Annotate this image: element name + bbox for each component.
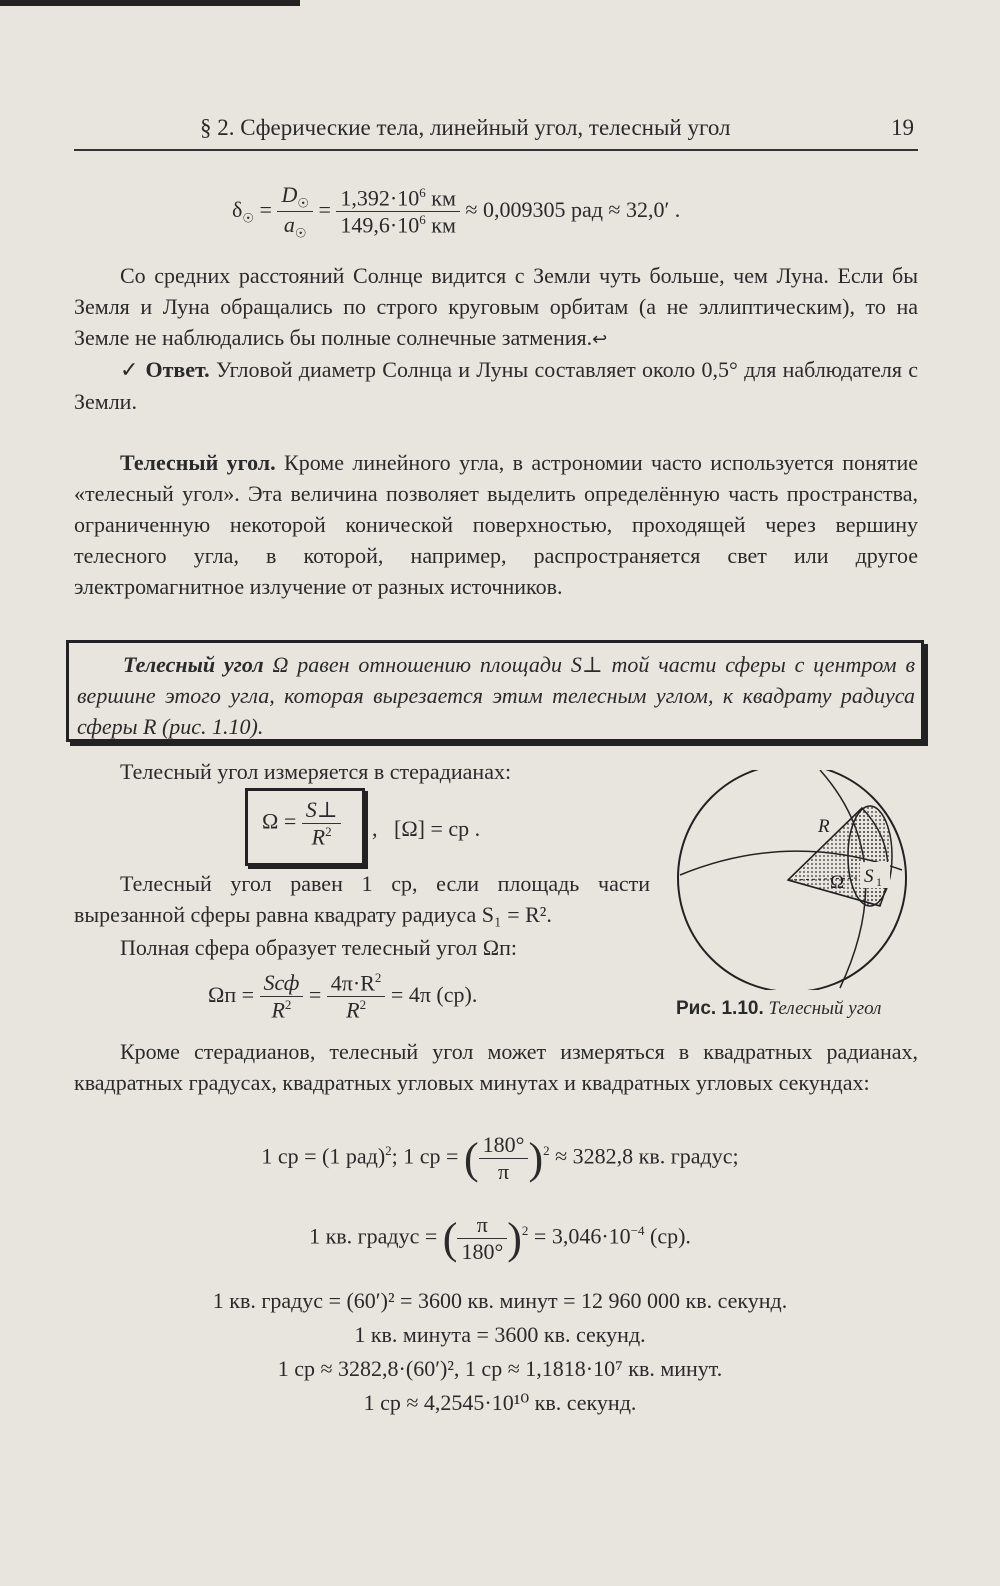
exponent: 2 xyxy=(374,970,382,985)
equation-5: 1 ср ≈ 3282,8·(60′)², 1 ср ≈ 1,1818·10⁷ кв. минут. xyxy=(277,1356,723,1381)
units-text: Кроме стерадианов, телесный угол может измеряться в квадратных радианах, квадратных градусах, квадратных угловых минутах и квадратных угловых секундах: xyxy=(74,1039,918,1095)
eq2-denominator: 180° xyxy=(461,1239,504,1264)
definition-text: Ω равен отношению площади S⊥ той части сферы с центром в вершине этого угла, которая вырезается этим телесным углом, к квадрату радиуса сферы R (рис. 1.10). xyxy=(77,652,916,739)
fraction-values xyxy=(336,185,459,239)
eq1-mid: ; 1 ср = xyxy=(391,1143,459,1169)
paragraph-text: Со средних расстояний Солнце видится с Земли чуть больше, чем Луна. Если бы Земля и Луна обращались по строго круговым орбитам (а не эллиптическим), то на Земле не наблюдались бы полные солнечные затмения. xyxy=(74,263,918,350)
sun-subscript: ☉ xyxy=(294,225,307,241)
exponent: 2 xyxy=(521,1223,529,1239)
definition-label: Телесный угол xyxy=(123,652,264,677)
eq1-result: ≈ 3282,8 кв. градус; xyxy=(555,1143,739,1169)
omega-unit: , [Ω] = ср . xyxy=(372,816,481,841)
exponent: 2 xyxy=(325,824,332,839)
exponent: 2 xyxy=(543,1143,550,1159)
measure-line xyxy=(74,756,634,787)
unit-km: км xyxy=(431,212,456,238)
unit-km: км xyxy=(431,185,456,211)
equation-3: 1 кв. градус = (60′)² = 3600 кв. минут = 12 960 000 кв. секунд. xyxy=(212,1288,788,1313)
sun-subscript: ☉ xyxy=(242,210,255,226)
one-steradian-paragraph xyxy=(74,868,650,930)
label-S: S xyxy=(864,866,874,887)
label-S-sub: 1 xyxy=(876,875,882,889)
label-R: R xyxy=(818,816,830,837)
eq1-denominator: π xyxy=(497,1159,510,1184)
exponent: −4 xyxy=(630,1223,645,1239)
exponent: 6 xyxy=(419,185,426,201)
radius-symbol: R xyxy=(311,824,326,850)
answer-text: Угловой диаметр Солнца и Луны составляет около 0,5° для наблюдателя с Земли. xyxy=(74,357,919,414)
radius: R xyxy=(346,997,360,1023)
full-sphere-line xyxy=(74,932,650,963)
exponent: 2 xyxy=(385,1143,392,1159)
eq2-result-unit: (ср). xyxy=(644,1223,691,1249)
delta-symbol: δ xyxy=(232,196,243,222)
equals-sign: = xyxy=(308,981,322,1007)
radius: R xyxy=(271,997,285,1023)
equation-6: 1 ср ≈ 4,2545·10¹⁰ кв. секунд. xyxy=(363,1390,637,1415)
unit-text: [Ω] = ср . xyxy=(394,816,481,841)
answer-paragraph xyxy=(74,354,918,417)
exponent: 6 xyxy=(419,212,426,228)
sun-subscript: ☉ xyxy=(297,195,309,211)
exponent: 2 xyxy=(284,997,292,1013)
letter-a: a xyxy=(283,212,295,238)
figure-caption xyxy=(676,998,881,1020)
checkmark-icon: ✓ xyxy=(120,358,140,383)
four-pi-r: 4π·R xyxy=(330,970,375,996)
solid-angle-text: Кроме линейного угла, в астрономии часто используется понятие «телесный угол». Эта величина позволяет выделить определённую часть пространства, ограниченную некоторой конической поверхностью, проходящей через вершину телесного угла, в которой, например, распространяется свет или другое электромагнитное излучение от разных источников. xyxy=(74,450,919,599)
equals-sign: = xyxy=(259,196,272,222)
eq1-left: 1 ср = (1 рад) xyxy=(261,1143,386,1169)
numerator-value: 1,392·10 xyxy=(340,185,420,211)
measure-text: Телесный угол измеряется в стерадианах: xyxy=(120,759,512,784)
caption-title: Телесный угол xyxy=(768,998,882,1019)
equation-2: 1 кв. градус = ( $\frac{\pi}{180^\circ}$ )$^2 = 3,046\cdot 10^{-4}$ (ср). xyxy=(309,1212,691,1264)
full-sphere-lhs: Ωп = xyxy=(208,981,255,1007)
cut-area xyxy=(848,806,892,906)
letter-D: D xyxy=(281,182,298,207)
eq2-left: 1 кв. градус = xyxy=(309,1223,438,1249)
full-sphere-text: Полная сфера образует телесный угол Ωп: xyxy=(120,935,517,960)
answer-label: Ответ. xyxy=(145,357,210,382)
eq2-fraction xyxy=(457,1212,507,1265)
definition-box xyxy=(66,640,924,742)
formula-result: ≈ 0,009305 рад ≈ 32,0′ . xyxy=(465,196,681,222)
solid-angle-figure xyxy=(670,770,920,990)
eq2-numerator: π xyxy=(457,1212,507,1239)
denominator-value: 149,6·10 xyxy=(340,212,420,238)
formula-angular-diameter xyxy=(232,182,680,242)
label-omega: Ω xyxy=(830,872,845,893)
units-paragraph xyxy=(74,1036,918,1098)
full-sphere-formula xyxy=(208,970,477,1024)
paragraph-sun-moon xyxy=(74,260,918,355)
fraction-4pi xyxy=(327,970,386,1024)
omega-fraction xyxy=(302,797,342,850)
area-symbol: S⊥ xyxy=(305,797,338,822)
one-sr-text: Телесный угол равен 1 ср, если площадь части вырезанной сферы равна квадрату радиуса S₁ = R². xyxy=(74,871,650,927)
caption-number: Рис. 1.10. xyxy=(676,998,764,1019)
eq1-numerator: 180° xyxy=(479,1132,529,1159)
exponent: 2 xyxy=(359,997,367,1013)
eq1-fraction xyxy=(479,1132,529,1185)
header-title: § 2. Сферические тела, линейный угол, телесный угол xyxy=(200,115,731,140)
page-number: 19 xyxy=(891,115,914,140)
solid-angle-label: Телесный угол. xyxy=(120,450,276,475)
equals-sign: = xyxy=(318,196,331,222)
omega-lhs: Ω = xyxy=(262,808,297,834)
running-header xyxy=(74,113,918,151)
solid-angle-paragraph xyxy=(74,447,918,602)
fraction-area xyxy=(260,970,304,1023)
equation-1: 1 ср = (1 рад)$^2$; 1 ср = ( $\frac{180^\circ}{\pi}$ )$^2$ ≈ 3282,8 кв. градус; xyxy=(261,1132,739,1184)
sphere-area: Sсф xyxy=(263,970,300,996)
equation-4: 1 кв. минута = 3600 кв. секунд. xyxy=(354,1322,646,1347)
eq2-result: = 3,046·10 xyxy=(533,1223,631,1249)
full-sphere-result: = 4π (ср). xyxy=(390,981,478,1007)
omega-formula-box xyxy=(245,788,365,866)
fraction-letters xyxy=(277,182,313,242)
return-arrow-icon: ↩ xyxy=(592,329,608,350)
